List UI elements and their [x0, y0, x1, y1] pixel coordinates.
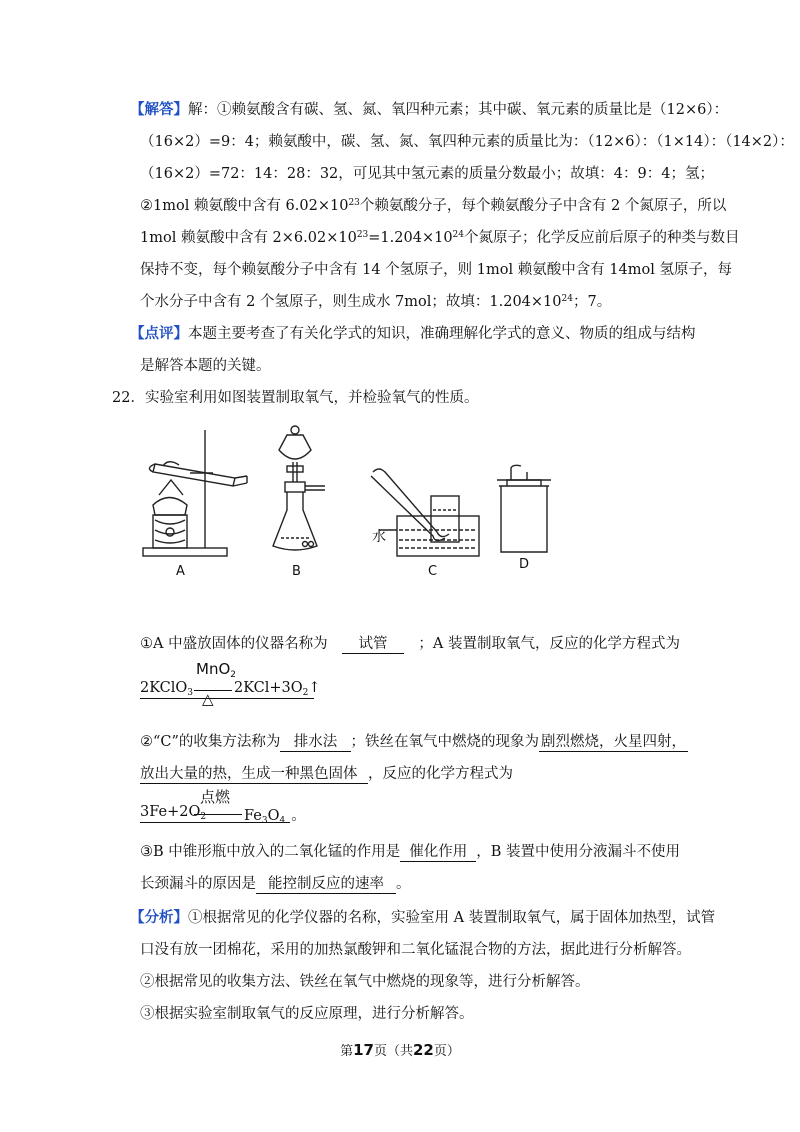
equation-1: MnO$_2$ 2KClO$_3$ △ $2KCl+3O_2↑$	[140, 660, 321, 708]
label-b: B	[292, 564, 301, 579]
analysis-line-2: 口没有放一团棉花，采用的加热氯酸钾和二氧化锰混合物的方法，据此进行分析解答。	[140, 942, 691, 958]
apparatus-figure	[135, 420, 565, 585]
answer-line-7: 个水分子中含有 2 个氢原子，则生成水 7mol；故填：$1.204\times 10^{24}$；7。	[140, 294, 612, 310]
label-water: 水	[372, 529, 386, 545]
q22-part2-line2: 放出大量的热，生成一种黑色固体 ，反应的化学方程式为	[140, 762, 513, 784]
answer-blank-3a: 剧烈燃烧，火星四射，	[539, 730, 688, 752]
analysis-line-3: ②根据常见的收集方法、铁丝在氧气中燃烧的现象等，进行分析解答。	[140, 974, 590, 990]
answer-line-4: ②1mol 赖氨酸中含有 $6.02\times 10^{23}$个赖氨酸分子，每个赖氨酸分子中含有 2 个氮原子，所以	[140, 198, 727, 214]
comment-tag: 【点评】	[130, 325, 188, 342]
apparatus-b	[273, 426, 325, 550]
answer-blank-5: 能控制反应的速率	[256, 872, 396, 894]
question-22-title: 22．实验室利用如图装置制取氧气，并检验氧气的性质。	[112, 390, 479, 406]
answer-blank-3b: 放出大量的热，生成一种黑色固体	[140, 762, 368, 784]
analysis-line-4: ③根据实验室制取氧气的反应原理，进行分析解答。	[140, 1006, 474, 1022]
answer-blank-4: 催化作用	[400, 840, 476, 862]
page-total: 22	[413, 1041, 434, 1059]
comment-line-1: 【点评】本题主要考查了有关化学式的知识，准确理解化学式的意义、物质的组成与结构	[130, 325, 696, 342]
q22-part2-line1: ②“C”的收集方法称为 排水法 ；铁丝在氧气中燃烧的现象为 剧烈燃烧，火星四射，	[140, 730, 688, 752]
answer-line-3: （16×2）=72：14：28：32，可见其中氢元素的质量分数最小；故填：4：9：4；氢；	[140, 166, 714, 182]
label-a: A	[176, 564, 185, 579]
analysis-line-1: 【分析】①根据常见的化学仪器的名称，实验室用 A 装置制取氧气，属于固体加热型，试管	[130, 909, 716, 926]
q22-part3-line1: ③B 中锥形瓶中放入的二氧化锰的作用是 催化作用 ，B 装置中使用分液漏斗不使用	[140, 840, 680, 862]
apparatus-c	[371, 469, 479, 556]
answer-blank-1: 试管	[342, 632, 404, 654]
apparatus-d	[497, 465, 551, 552]
label-c: C	[428, 564, 438, 579]
answer-line-6: 保持不变，每个赖氨酸分子中含有 14 个氢原子，则 1mol 赖氨酸中含有 14mol 氢原子，每	[140, 262, 733, 278]
page-footer: 第17页（共22页）	[340, 1041, 460, 1059]
answer-line-5: 1mol 赖氨酸中含有 $2\times 6.02\times 10^{23}=1.204\times 10^{24}$个氮原子；化学反应前后原子的种类与数目	[140, 230, 740, 246]
answer-blank-2: 排水法	[280, 730, 350, 752]
analysis-tag: 【分析】	[130, 909, 188, 926]
equation-2: 点燃 $3Fe+2O_2$ $Fe_3O_4$ 。	[140, 788, 306, 826]
answer-line-2: （16×2）=9：4；赖氨酸中，碳、氢、氮、氧四种元素的质量比为：（12×6）：（1×14）：（14×2）：	[140, 134, 794, 150]
answer-tag: 【解答】	[130, 101, 188, 118]
comment-line-2: 是解答本题的关键。	[140, 358, 271, 374]
q22-part1: ①A 中盛放固体的仪器名称为 试管 ；A 装置制取氧气，反应的化学方程式为	[140, 632, 680, 654]
q22-part3-line2: 长颈漏斗的原因是 能控制反应的速率 。	[140, 872, 411, 894]
answer-line-1: 【解答】解：①赖氨酸含有碳、氢、氮、氧四种元素；其中碳、氧元素的质量比是（12×6）：	[130, 101, 729, 118]
apparatus-a	[143, 430, 247, 556]
page-number: 17	[353, 1041, 374, 1059]
label-d: D	[519, 557, 530, 572]
